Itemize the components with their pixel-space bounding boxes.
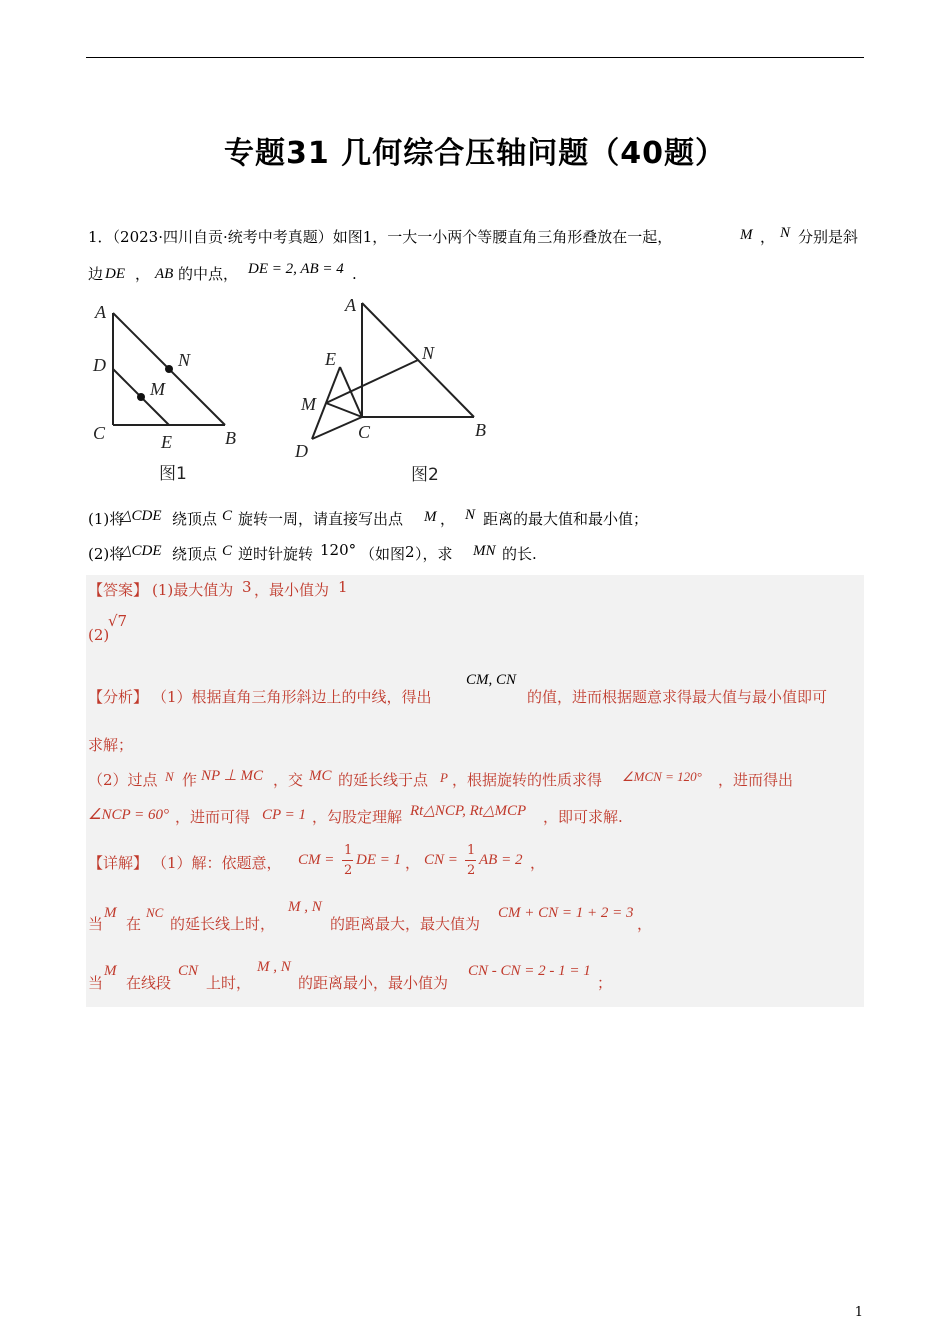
analysis-l3c: ，交 [273, 771, 304, 789]
analysis-l4b: ，勾股定理解 [312, 808, 403, 826]
analysis-n: N [165, 769, 174, 784]
analysis-l1b: 的值，进而根据题意求得最大值与最小值即可 [527, 688, 828, 706]
analysis-tag: 【分析】 [88, 688, 149, 706]
analysis-l2: 求解； [88, 736, 134, 754]
detail-semi: ； [597, 974, 613, 992]
fig1-label-n: N [178, 350, 191, 370]
analysis-mc: MC [309, 768, 332, 784]
detail-cm-tail: DE = 1 [356, 852, 402, 868]
sub1-tri: △CDE [120, 508, 162, 524]
detail-mineq: CN - CN = 2 - 1 = 1 [468, 963, 591, 979]
fig1-label-c: C [93, 423, 106, 443]
fig2-label-b: B [475, 420, 486, 440]
detail-half-num-2: 1 [467, 843, 476, 858]
detail-v1: 当 [88, 974, 104, 992]
fig1-caption: 图1 [159, 464, 187, 484]
detail-half-den-2: 2 [467, 863, 476, 878]
detail-maxeq: CM + CN = 1 + 2 = 3 [498, 905, 634, 921]
detail-nc: NC [146, 905, 164, 920]
fig1-label-b: B [225, 428, 236, 448]
detail-v3: 上时， [206, 974, 252, 992]
var-ab: AB [155, 266, 174, 282]
answer-sqrt: √7 [108, 612, 128, 630]
question-tail: 分别是斜 [798, 228, 859, 246]
detail-v2: 在线段 [126, 974, 172, 992]
fig1-label-m: M [150, 379, 165, 399]
fig2-label-e: E [325, 349, 336, 369]
analysis-l3f: ，进而得出 [718, 771, 794, 789]
sub2-text4: ），求 [415, 545, 453, 563]
sub2-angle: 120° [320, 541, 357, 559]
fraction-bar-1 [342, 860, 353, 861]
detail-half-den-1: 2 [344, 863, 353, 878]
answer-max: 3 [242, 578, 252, 596]
fig1-label-e: E [161, 432, 172, 452]
analysis-l3d: 的延长线于点 [338, 771, 429, 789]
page-number: 1 [854, 1305, 863, 1320]
fig1-point-n [165, 365, 173, 373]
detail-comma-3: ， [637, 915, 653, 933]
sub2-prefix: (2)将 [88, 545, 125, 563]
detail-comma-1: ， [405, 854, 421, 872]
sub1-n: N [465, 507, 476, 523]
fraction-bar-2 [465, 860, 476, 861]
analysis-cp: CP = 1 [262, 807, 307, 823]
question-line-1 [88, 230, 672, 245]
question-period: . [352, 265, 357, 283]
fig2-segment-mn [326, 360, 418, 403]
fig1-label-d: D [93, 355, 106, 375]
sub1-c: C [222, 508, 233, 524]
analysis-l3a: （2）过点 [88, 771, 158, 789]
analysis-l1a: （1）根据直角三角形斜边上的中线，得出 [152, 688, 432, 706]
detail-w2: 在 [126, 915, 142, 933]
question-line2-b: ， [135, 265, 151, 283]
sub2-fig: 2 [405, 543, 415, 561]
given-values: DE = 2, AB = 4 [248, 261, 344, 277]
detail-cn-tail: AB = 2 [479, 852, 523, 868]
header-rule [86, 57, 864, 58]
analysis-ang2: ∠NCP = 60° [88, 807, 169, 823]
detail-comma-2: ， [530, 854, 546, 872]
detail-w4: 的距离最大，最大值为 [330, 915, 481, 933]
question-line2-c: 的中点， [178, 265, 239, 283]
fig2-caption: 图2 [411, 465, 439, 485]
detail-half-num-1: 1 [344, 843, 353, 858]
fig2-label-c: C [358, 422, 371, 442]
analysis-p: P [440, 770, 448, 785]
analysis-l4c: ，即可求解. [543, 808, 623, 826]
answer-p2: (2) [88, 626, 110, 644]
detail-w1: 当 [88, 915, 104, 933]
question-line2-a: 边 [88, 265, 104, 283]
sub1-tail: 距离的最大值和最小值； [483, 510, 649, 528]
answer-p1b: ，最小值为 [254, 581, 330, 599]
analysis-rt: Rt△NCP, Rt△MCP [410, 803, 527, 819]
answer-p1: (1)最大值为 [152, 581, 234, 599]
sub2-mn: MN [473, 543, 496, 559]
fig1-point-m [137, 393, 145, 401]
var-de: DE [105, 266, 125, 282]
answer-min: 1 [338, 578, 348, 596]
sub2-tri: △CDE [120, 543, 162, 559]
var-m: M [740, 227, 753, 243]
sub2-tail: 的长. [502, 545, 537, 563]
detail-mn: M , N [288, 899, 322, 915]
detail-cm-eq: CM = [298, 852, 335, 868]
analysis-l3e: ，根据旋转的性质求得 [452, 771, 603, 789]
question-number: 1． [88, 228, 113, 246]
question-source: （2023·四川自贡·统考中考真题）如图1，一大一小两个等腰直角三角形叠放在一起， [112, 228, 673, 246]
figure-1 [88, 298, 258, 488]
detail-l1a: （1）解：依题意， [152, 854, 282, 872]
sub2-text2: 逆时针旋转 [238, 545, 314, 563]
var-n: N [780, 225, 791, 241]
sep: ， [760, 228, 776, 246]
page-title: 专题31 几何综合压轴问题（40题） [224, 136, 726, 171]
analysis-l4a: ，进而可得 [175, 808, 251, 826]
analysis-l3b: 作 [182, 771, 198, 789]
sub1-comma: ， [440, 510, 456, 528]
answer-tag: 【答案】 [88, 581, 149, 599]
sub2-text3: （如图 [360, 545, 406, 563]
fig2-label-n: N [422, 343, 435, 363]
analysis-cmcn: CM, CN [466, 672, 517, 688]
detail-m-2: M [104, 963, 117, 979]
sub1-mid: 绕顶点 [172, 510, 218, 528]
detail-m: M [104, 905, 117, 921]
fig2-label-d: D [295, 441, 308, 461]
sub1-prefix: (1)将 [88, 510, 125, 528]
solution-panel [86, 575, 864, 1007]
detail-tag: 【详解】 [88, 854, 149, 872]
analysis-ang1: ∠MCN = 120° [622, 769, 702, 784]
sub2-mid: 绕顶点 [172, 545, 218, 563]
figure-2 [290, 290, 505, 490]
sub1-text2: 旋转一周，请直接写出点 [238, 510, 404, 528]
fig2-label-a: A [345, 295, 356, 315]
sub2-c: C [222, 543, 233, 559]
detail-cn-eq: CN = [424, 852, 458, 868]
analysis-perp: NP ⊥ MC [201, 768, 263, 784]
sub1-m: M [424, 509, 437, 525]
fig1-label-a: A [95, 302, 106, 322]
detail-cn: CN [178, 963, 199, 979]
fig2-label-m: M [301, 394, 316, 414]
detail-v4: 的距离最小，最小值为 [298, 974, 449, 992]
detail-mn-2: M , N [257, 959, 291, 975]
detail-w3: 的延长线上时， [170, 915, 276, 933]
